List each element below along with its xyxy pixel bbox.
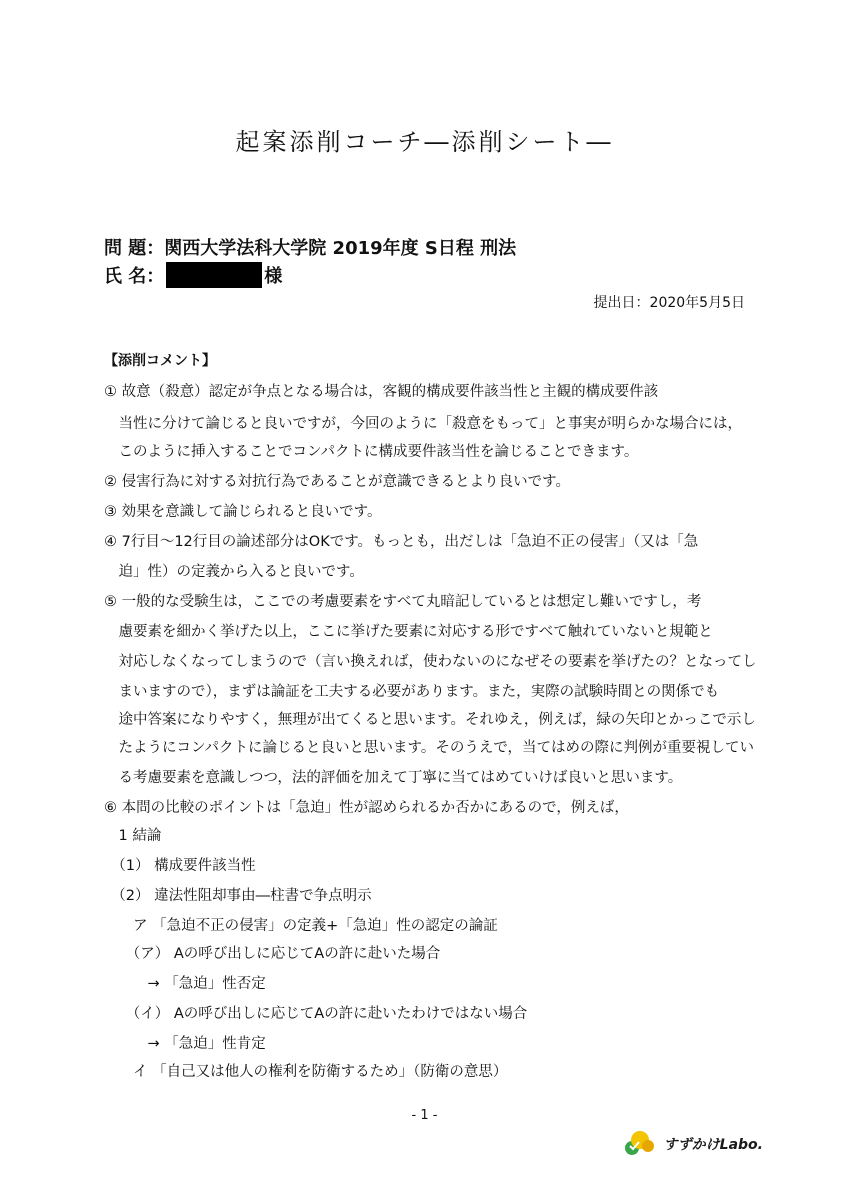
comment-line: ③ 効果を意識して論じられると良いです。: [104, 504, 382, 520]
outline-line: （2） 違法性阻却事由―柱書で争点明示: [104, 888, 372, 904]
redacted-name: [166, 262, 262, 288]
comment-line: ① 故意（殺意）認定が争点となる場合は，客観的構成要件該当性と主観的構成要件該: [104, 384, 659, 400]
comment-line: ⑤ 一般的な受験生は，ここでの考慮要素をすべて丸暗記しているとは想定し難いですし，考: [104, 594, 702, 610]
name-label: 氏 名：: [104, 266, 165, 287]
outline-line: → 「急迫」性否定: [104, 976, 266, 992]
logo-text: すずかけLabo.: [663, 1137, 763, 1153]
outline-line: （ア） Aの呼び出しに応じてAの許に赴いた場合: [104, 946, 441, 962]
comment-line: たようにコンパクトに論じると良いと思います。そのうえで，当てはめの際に判例が重要視してい: [104, 740, 755, 756]
comment-line: まいますので），まずは論証を工夫する必要があります。また，実際の試験時間との関係でも: [104, 684, 720, 700]
comment-line: 迫」性）の定義から入ると良いです。: [104, 564, 364, 580]
comment-heading: 【添削コメント】: [104, 353, 216, 369]
comment-line: ⑥ 本問の比較のポイントは「急迫」性が認められるか否かにあるので，例えば，: [104, 800, 629, 816]
name-suffix: 様: [264, 266, 283, 287]
outline-line: （イ） Aの呼び出しに応じてAの許に赴いたわけではない場合: [104, 1006, 528, 1022]
comment-line: このように挿入することでコンパクトに構成要件該当性を論じることできます。: [104, 444, 639, 460]
problem-label: 問 題：: [104, 238, 165, 259]
problem-value: 関西大学法科大学院 2019年度 S日程 刑法: [164, 238, 517, 259]
comment-line: ④ 7行目～12行目の論述部分はOKです。もっとも，出だしは「急迫不正の侵害」（又は「急: [104, 534, 699, 550]
page-number: - 1 -: [411, 1108, 438, 1123]
document-title: 起案添削コーチ―添削シート―: [235, 128, 614, 156]
comment-line: る考慮要素を意識しつつ，法的評価を加えて丁寧に当てはめていけば良いと思います。: [104, 770, 683, 786]
brand-logo: [624, 1128, 763, 1160]
outline-line: イ 「自己又は他人の権利を防衛するため」（防衛の意思）: [104, 1064, 508, 1080]
outline-line: → 「急迫」性肯定: [104, 1036, 266, 1052]
comment-line: 対応しなくなってしまうので（言い換えれば，使わないのになぜその要素を挙げたの？となってし: [104, 654, 757, 670]
name-row: [104, 262, 282, 288]
problem-row: [104, 234, 516, 260]
comment-line: ② 侵害行為に対する対抗行為であることが意識できるとより良いです。: [104, 474, 570, 490]
comment-line: 慮要素を細かく挙げた以上，ここに挙げた要素に対応する形ですべて触れていないと規範と: [104, 624, 713, 640]
comment-line: 途中答案になりやすく，無理が出てくると思います。それゆえ，例えば，緑の矢印とかっこで示し: [104, 712, 756, 728]
bell-flower-icon: [624, 1128, 660, 1160]
comment-line: 当性に分けて論じると良いですが，今回のように「殺意をもって」と事実が明らかな場合には，: [104, 416, 742, 432]
submission-date: 提出日：2020年5月5日: [593, 295, 745, 311]
outline-line: ア 「急迫不正の侵害」の定義+「急迫」性の認定の論証: [104, 918, 498, 934]
outline-line: 1 結論: [104, 828, 162, 844]
outline-line: （1） 構成要件該当性: [104, 858, 256, 874]
